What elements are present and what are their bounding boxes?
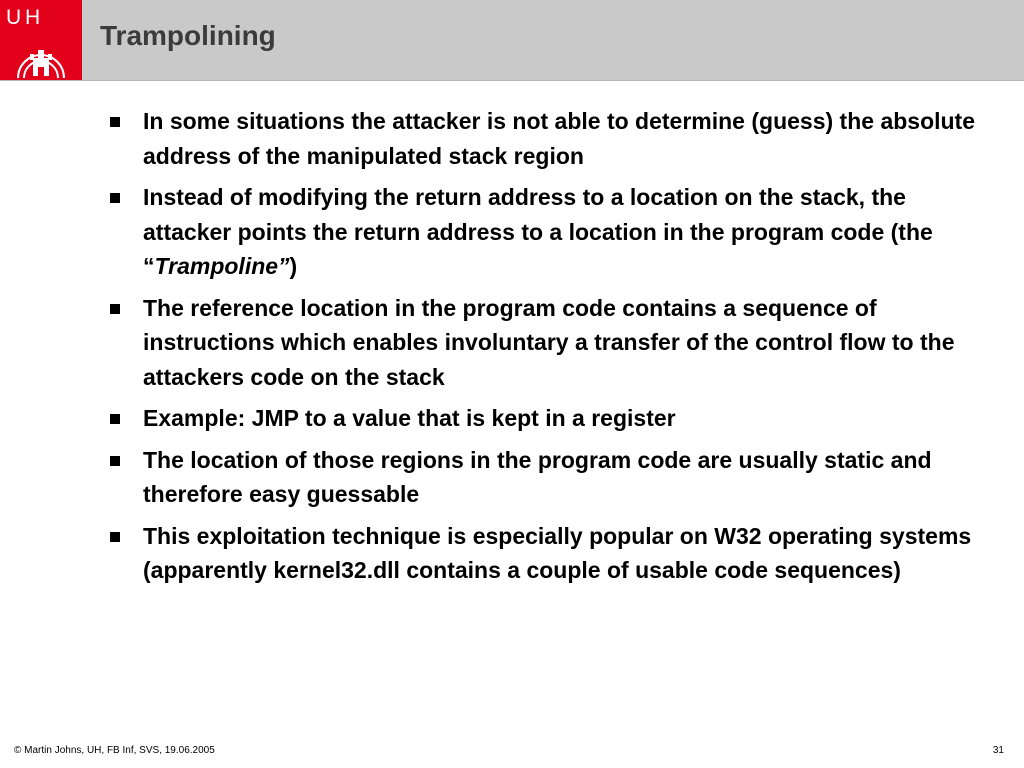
slide-header — [0, 0, 1024, 81]
bullet-item — [110, 443, 990, 512]
square-bullet-icon — [110, 414, 120, 424]
page-number: 31 — [992, 745, 1004, 756]
university-logo — [0, 0, 82, 80]
page-title: Trampolining — [100, 20, 276, 51]
trampoline-emphasis: Trampoline” — [154, 253, 290, 279]
bullet-text-after: ) — [289, 253, 298, 279]
bullet-list — [110, 104, 990, 595]
bullet-item — [110, 180, 990, 284]
bullet-item — [110, 401, 990, 436]
bullet-item — [110, 519, 990, 588]
square-bullet-icon — [110, 117, 120, 127]
square-bullet-icon — [110, 304, 120, 314]
bullet-item — [110, 104, 990, 173]
square-bullet-icon — [110, 456, 120, 466]
square-bullet-icon — [110, 532, 120, 542]
bullet-text: The reference location in the program code contains a sequence of instructions which enables involuntary a transfer of the control flow to the attackers code on the stack — [143, 294, 955, 390]
bullet-text: Example: JMP to a value that is kept in a register — [143, 405, 676, 431]
bullet-item — [110, 291, 990, 395]
hamburg-seal-icon — [14, 38, 68, 78]
bullet-text: This exploitation technique is especially popular on W32 operating systems (apparently kernel32.dll contains a couple of usable code sequences) — [143, 522, 972, 583]
bullet-text-before: Instead of modifying the return address to a location on the stack, the attacker points the return address to a location in the program code (the “ — [143, 184, 933, 279]
bullet-text: In some situations the attacker is not able to determine (guess) the absolute address of the manipulated stack region — [143, 108, 976, 169]
logo-text: U H — [6, 6, 40, 29]
bullet-text: The location of those regions in the program code are usually static and therefore easy guessable — [143, 446, 932, 507]
square-bullet-icon — [110, 193, 120, 203]
footer-copyright: © Martin Johns, UH, FB Inf, SVS, 19.06.2005 — [14, 745, 215, 756]
